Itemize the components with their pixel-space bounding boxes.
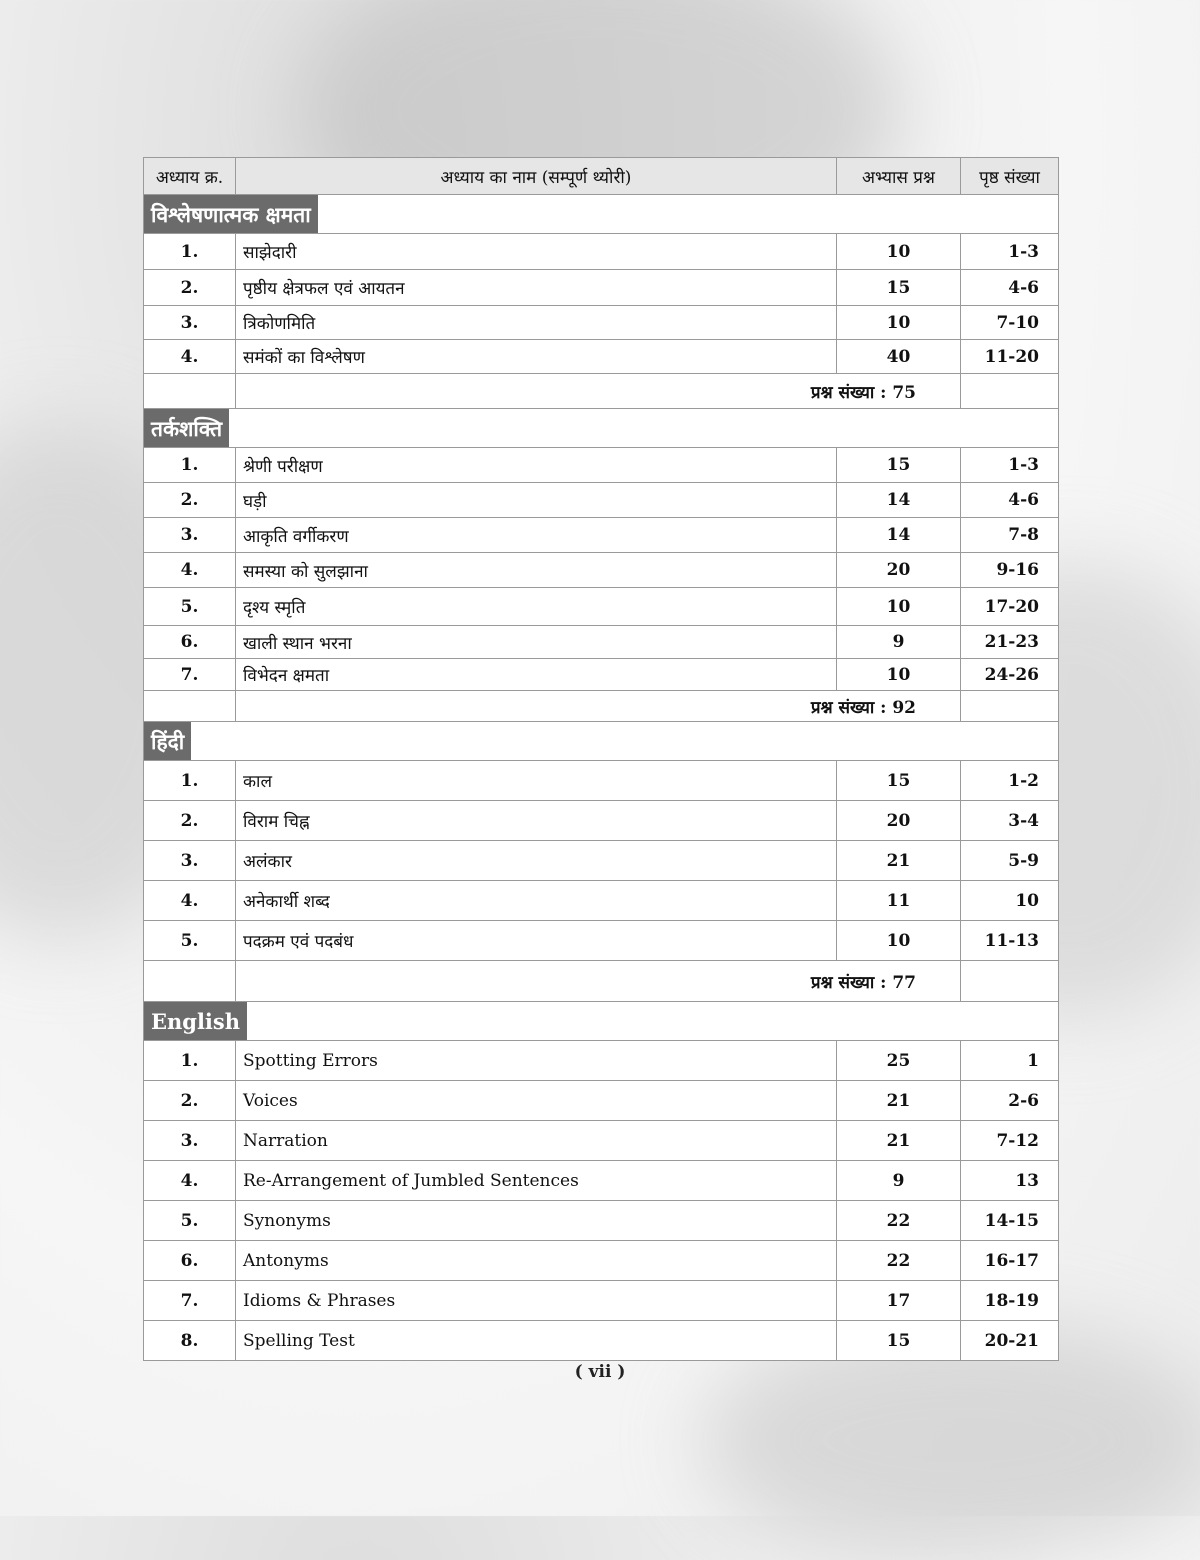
section-total-row [144, 374, 1059, 409]
section-heading-cell [144, 195, 1059, 234]
question-count: 15 [837, 448, 961, 483]
section-title: हिंदी [144, 722, 191, 760]
empty-cell [144, 691, 236, 722]
page-range: 4-6 [961, 483, 1059, 518]
page-range: 16-17 [961, 1241, 1059, 1281]
page-range: 18-19 [961, 1281, 1059, 1321]
chapter-name: त्रिकोणमिति [236, 306, 837, 340]
section-title: विश्लेषणात्मक क्षमता [144, 195, 318, 233]
table-row [144, 659, 1059, 691]
table-row [144, 1201, 1059, 1241]
table-row [144, 1321, 1059, 1361]
chapter-name: काल [236, 761, 837, 801]
table-row [144, 761, 1059, 801]
chapter-name: समंकों का विश्लेषण [236, 340, 837, 374]
page-range: 7-10 [961, 306, 1059, 340]
question-count: 15 [837, 1321, 961, 1361]
section-total-row [144, 961, 1059, 1002]
question-count: 14 [837, 518, 961, 553]
chapter-name: घड़ी [236, 483, 837, 518]
page-range: 14-15 [961, 1201, 1059, 1241]
page-range: 1-3 [961, 448, 1059, 483]
empty-cell [961, 691, 1059, 722]
chapter-number: 2. [144, 1081, 236, 1121]
page-range: 1-2 [961, 761, 1059, 801]
table-row [144, 588, 1059, 626]
chapter-number: 4. [144, 1161, 236, 1201]
chapter-number: 2. [144, 483, 236, 518]
page-range: 2-6 [961, 1081, 1059, 1121]
question-count: 9 [837, 626, 961, 659]
chapter-name: Re-Arrangement of Jumbled Sentences [236, 1161, 837, 1201]
page-range: 5-9 [961, 841, 1059, 881]
page-range: 21-23 [961, 626, 1059, 659]
chapter-number: 4. [144, 553, 236, 588]
chapter-name: पृष्ठीय क्षेत्रफल एवं आयतन [236, 270, 837, 306]
table-row [144, 841, 1059, 881]
table-header-row [144, 158, 1059, 195]
page-range: 9-16 [961, 553, 1059, 588]
chapter-name: श्रेणी परीक्षण [236, 448, 837, 483]
chapter-name: समस्या को सुलझाना [236, 553, 837, 588]
chapter-number: 4. [144, 340, 236, 374]
table-row [144, 518, 1059, 553]
section-heading-row [144, 195, 1059, 234]
header-chapter-name: अध्याय का नाम (सम्पूर्ण थ्योरी) [236, 158, 837, 195]
table-row [144, 1121, 1059, 1161]
question-count: 15 [837, 270, 961, 306]
chapter-number: 5. [144, 1201, 236, 1241]
page-range: 13 [961, 1161, 1059, 1201]
question-count: 10 [837, 234, 961, 270]
chapter-name: Narration [236, 1121, 837, 1161]
section-heading-row [144, 1002, 1059, 1041]
chapter-name: Antonyms [236, 1241, 837, 1281]
page-range: 17-20 [961, 588, 1059, 626]
table-row [144, 881, 1059, 921]
header-practice-questions: अभ्यास प्रश्न [837, 158, 961, 195]
question-count: 25 [837, 1041, 961, 1081]
chapter-name: Idioms & Phrases [236, 1281, 837, 1321]
page-range: 3-4 [961, 801, 1059, 841]
chapter-name: आकृति वर्गीकरण [236, 518, 837, 553]
chapter-name: Voices [236, 1081, 837, 1121]
chapter-name: अलंकार [236, 841, 837, 881]
page-range: 20-21 [961, 1321, 1059, 1361]
question-total: प्रश्न संख्या : 92 [236, 691, 961, 722]
section-heading-row [144, 722, 1059, 761]
header-page-number: पृष्ठ संख्या [961, 158, 1059, 195]
chapter-number: 5. [144, 588, 236, 626]
chapter-number: 6. [144, 626, 236, 659]
question-count: 17 [837, 1281, 961, 1321]
chapter-name: विराम चिह्न [236, 801, 837, 841]
question-count: 21 [837, 841, 961, 881]
chapter-number: 3. [144, 518, 236, 553]
chapter-number: 4. [144, 881, 236, 921]
section-title: तर्कशक्ति [144, 409, 229, 447]
chapter-number: 7. [144, 1281, 236, 1321]
header-chapter-no: अध्याय क्र. [144, 158, 236, 195]
chapter-name: दृश्य स्मृति [236, 588, 837, 626]
table-row [144, 801, 1059, 841]
section-heading-cell [144, 1002, 1059, 1041]
chapter-number: 6. [144, 1241, 236, 1281]
question-count: 22 [837, 1201, 961, 1241]
table-row [144, 306, 1059, 340]
table-row [144, 340, 1059, 374]
page-range: 4-6 [961, 270, 1059, 306]
chapter-number: 3. [144, 306, 236, 340]
section-title: English [144, 1002, 247, 1040]
chapter-number: 2. [144, 270, 236, 306]
table-row [144, 1161, 1059, 1201]
question-count: 15 [837, 761, 961, 801]
chapter-number: 1. [144, 234, 236, 270]
table-row [144, 448, 1059, 483]
table-body [144, 195, 1059, 1361]
chapter-name: Synonyms [236, 1201, 837, 1241]
question-count: 14 [837, 483, 961, 518]
empty-cell [961, 961, 1059, 1002]
chapter-number: 1. [144, 1041, 236, 1081]
question-count: 21 [837, 1081, 961, 1121]
page-range: 7-8 [961, 518, 1059, 553]
chapter-number: 1. [144, 448, 236, 483]
question-count: 20 [837, 553, 961, 588]
page-range: 24-26 [961, 659, 1059, 691]
table-row [144, 553, 1059, 588]
empty-cell [144, 374, 236, 409]
chapter-number: 2. [144, 801, 236, 841]
table-row [144, 234, 1059, 270]
section-heading-cell [144, 409, 1059, 448]
question-count: 10 [837, 659, 961, 691]
question-total: प्रश्न संख्या : 75 [236, 374, 961, 409]
chapter-number: 3. [144, 841, 236, 881]
question-count: 10 [837, 588, 961, 626]
chapter-name: साझेदारी [236, 234, 837, 270]
table-row [144, 270, 1059, 306]
page-range: 7-12 [961, 1121, 1059, 1161]
chapter-number: 8. [144, 1321, 236, 1361]
chapter-name: विभेदन क्षमता [236, 659, 837, 691]
page-range: 10 [961, 881, 1059, 921]
question-count: 22 [837, 1241, 961, 1281]
table-row [144, 483, 1059, 518]
section-heading-cell [144, 722, 1059, 761]
table-row [144, 1081, 1059, 1121]
chapter-name: Spotting Errors [236, 1041, 837, 1081]
question-count: 10 [837, 306, 961, 340]
table-row [144, 1241, 1059, 1281]
chapter-name: Spelling Test [236, 1321, 837, 1361]
page-range: 1 [961, 1041, 1059, 1081]
empty-cell [961, 374, 1059, 409]
page-range: 1-3 [961, 234, 1059, 270]
section-total-row [144, 691, 1059, 722]
chapter-name: पदक्रम एवं पदबंध [236, 921, 837, 961]
question-count: 9 [837, 1161, 961, 1201]
page-range: 11-13 [961, 921, 1059, 961]
question-count: 40 [837, 340, 961, 374]
question-count: 21 [837, 1121, 961, 1161]
chapter-number: 1. [144, 761, 236, 801]
chapter-number: 3. [144, 1121, 236, 1161]
table-row [144, 1041, 1059, 1081]
question-count: 10 [837, 921, 961, 961]
table-of-contents [143, 157, 1059, 1361]
table-row [144, 921, 1059, 961]
table-row [144, 626, 1059, 659]
question-count: 11 [837, 881, 961, 921]
question-count: 20 [837, 801, 961, 841]
question-total: प्रश्न संख्या : 77 [236, 961, 961, 1002]
chapter-name: खाली स्थान भरना [236, 626, 837, 659]
chapter-name: अनेकार्थी शब्द [236, 881, 837, 921]
page-range: 11-20 [961, 340, 1059, 374]
chapter-number: 7. [144, 659, 236, 691]
empty-cell [144, 961, 236, 1002]
table-row [144, 1281, 1059, 1321]
section-heading-row [144, 409, 1059, 448]
page-number-footer: ( vii ) [574, 1362, 626, 1382]
chapter-number: 5. [144, 921, 236, 961]
